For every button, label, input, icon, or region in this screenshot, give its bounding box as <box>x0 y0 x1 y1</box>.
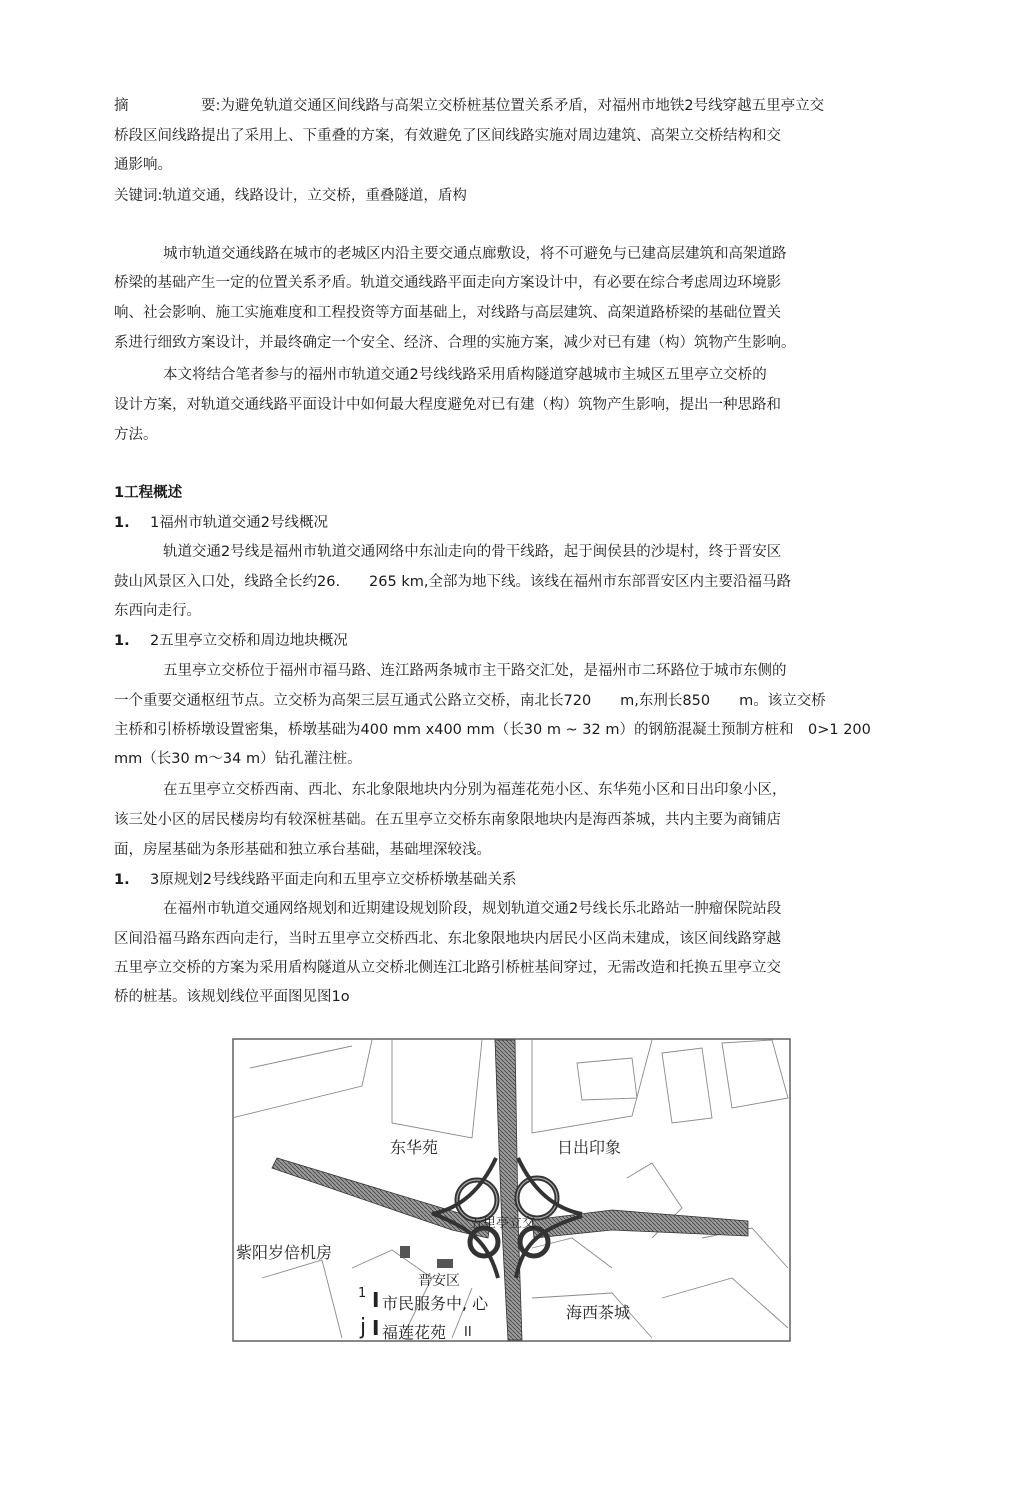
s12-p1-line-1: 五里亭立交桥位于福州市福马路、连江路两条城市主干路交汇处，是福州市二环路位于城市东侧的 <box>163 663 787 679</box>
intro-p1-line-3: 响、社会影响、施工实施难度和工程投资等方面基础上，对线路与高层建筑、高架道路桥梁的基础位置关 <box>114 305 781 321</box>
abstract-text-1: 为避免轨道交通区间线路与高架立交桥桩基位置关系矛盾，对福州市地铁2号线穿越五里亭立交 <box>220 98 825 114</box>
abstract-label: 摘 要: <box>114 98 221 114</box>
label-ziyang-room: 紫阳岁倍机房 <box>236 1243 333 1262</box>
section-1-2-title: 2五里亭立交桥和周边地块概况 <box>150 633 348 649</box>
label-shimin: 市民服务中, 心 <box>382 1294 489 1313</box>
intro-p2-line-3: 方法。 <box>114 427 158 443</box>
label-richuyinxiang: 日出印象 <box>557 1138 622 1157</box>
section-1-1-num: 1. <box>114 515 130 531</box>
label-jinan: 晋安区 <box>418 1273 460 1289</box>
section-1-2-num: 1. <box>114 633 130 649</box>
s12-p2-line-2: 该三处小区的居民楼房均有较深桩基础。在五里亭立交桥东南象限地块内是海西茶城，共内主要为商铺店 <box>114 812 781 828</box>
label-mark-3: II <box>464 1325 472 1340</box>
s12-p2-line-1: 在五里亭立交桥西南、西北、东北象限地块内分别为福莲花苑小区、东华苑小区和日出印象小区， <box>163 782 787 798</box>
label-bar-1: I <box>372 1288 380 1312</box>
s13-line-1: 在福州市轨道交通网络规划和近期建设规划阶段，规划轨道交通2号线长乐北路站一肿瘤保院站段 <box>163 901 782 917</box>
intro-p2-line-1: 本文将结合笔者参与的福州市轨道交通2号线线路采用盾构隧道穿越城市主城区五里亭立交桥的 <box>163 367 767 383</box>
intro-p1-line-1: 城市轨道交通线路在城市的老城区内沿主要交通点廊敷设，将不可避免与已建高层建筑和高架道路 <box>163 246 787 262</box>
abstract-line-2: 桥段区间线路提出了采用上、下重叠的方案，有效避免了区间线路实施对周边建筑、高架立交桥结构和交 <box>114 128 781 144</box>
label-mark-1: 1 <box>358 1286 367 1301</box>
section-1-2-heading <box>114 631 348 651</box>
building-block-1 <box>400 1246 410 1258</box>
label-wuliting: 五里亭立交 <box>470 1216 536 1231</box>
s12-p1-line-3: 主桥和引桥桥墩设置密集，桥墩基础为400 mm x400 mm（长30 m ~ 32 m）的钢筋混凝土预制方桩和 0>1 200 <box>114 722 871 738</box>
s12-p1-line-4: mm（长30 m～34 m）钻孔灌注桩。 <box>114 751 362 767</box>
s13-line-4: 桥的桩基。该规划线位平面图见图1o <box>114 989 350 1005</box>
figure-1-map <box>232 1038 792 1343</box>
intro-p2-line-2: 设计方案，对轨道交通线路平面设计中如何最大程度避免对已有建（构）筑物产生影响，提出一种思路和 <box>114 397 781 413</box>
intro-p1-line-2: 桥梁的基础产生一定的位置关系矛盾。轨道交通线路平面走向方案设计中，有必要在综合考虑周边环境影 <box>114 275 781 291</box>
section-1-3-num: 1. <box>114 872 130 888</box>
abstract-line-1 <box>114 96 824 116</box>
building-block-2 <box>437 1259 453 1268</box>
section-1-3-title: 3原规划2号线线路平面走向和五里亭立交桥桥墩基础关系 <box>150 872 517 888</box>
intro-p1-line-4: 系进行细致方案设计，并最终确定一个安全、经济、合理的实施方案，减少对已有建（构）筑物产生影响。 <box>114 335 796 351</box>
s12-p1-line-2: 一个重要交通枢纽节点。立交桥为高架三层互通式公路立交桥，南北长720 m,东刑长850 m。该立交桥 <box>114 693 826 709</box>
section-1-1-heading <box>114 513 328 533</box>
s11-line-3: 东西向走行。 <box>114 603 201 619</box>
label-mark-2: j <box>360 1315 367 1340</box>
label-bar-2: I <box>372 1316 380 1340</box>
keywords: 关键词:轨道交通，线路设计，立交桥，重叠隧道，盾构 <box>114 188 467 204</box>
s11-line-2: 鼓山风景区入口处，线路全长约26. 265 km,全部为地下线。该线在福州市东部晋安区内主要沿福马路 <box>114 574 791 590</box>
s12-p2-line-3: 面，房屋基础为条形基础和独立承台基础，基础埋深较浅。 <box>114 842 491 858</box>
map-drawing <box>232 1038 792 1343</box>
label-haixi: 海西茶城 <box>566 1303 631 1322</box>
section-1-title: 1工程概述 <box>114 485 183 501</box>
label-donghuayuan: 东华苑 <box>390 1138 439 1157</box>
section-1-3-heading <box>114 870 516 890</box>
abstract-line-3: 通影响。 <box>114 157 172 173</box>
label-fulian: 福莲花苑 <box>382 1323 447 1342</box>
s13-line-3: 五里亭立交桥的方案为采用盾构隧道从立交桥北侧连江北路引桥桩基间穿过，无需改造和托换五里亭立交 <box>114 960 781 976</box>
section-1-1-title: 1福州市轨道交通2号线概况 <box>150 515 328 531</box>
s13-line-2: 区间沿福马路东西向走行，当时五里亭立交桥西北、东北象限地块内居民小区尚未建成，该区间线路穿越 <box>114 931 781 947</box>
s11-line-1: 轨道交通2号线是福州市轨道交通网络中东汕走向的骨干线路，起于闽侯县的沙堤村，终于晋安区 <box>163 544 782 560</box>
